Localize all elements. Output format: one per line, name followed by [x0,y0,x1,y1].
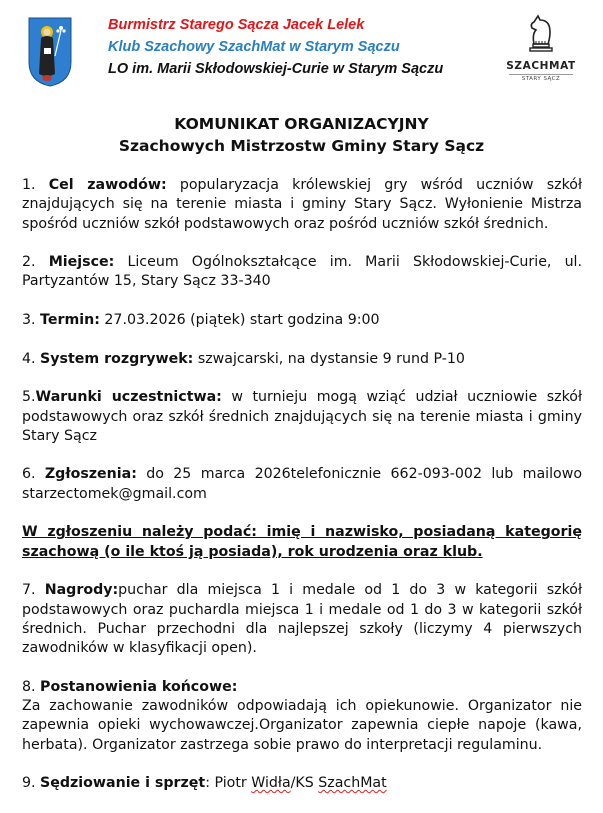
section-label: Nagrody: [44,582,119,599]
section-text: popularyzacja królewskiej gry wśród uczniów szkół znajdujących się na terenie miasta i gminy Stary Sącz. Wyłonienie Mistrza spośród uczniów szkół podstawowych oraz pośród uczniów szkół średnich. [22,177,582,232]
section-number: 6. [22,466,45,483]
section-text: w turnieju mogą wziąć udział uczniowie szkół podstawowych oraz szkół średnich znajdujących się na terenie miasta i gminy Stary Sącz [22,389,583,444]
szachmat-logo [505,14,577,90]
referee-prefix: : Piotr [205,775,252,792]
section-label: Cel zawodów: [48,177,167,193]
referee-surname: Widła [251,775,291,792]
section-referee [22,774,582,793]
header-school: LO im. Marii Skłodowskiej-Curie w Starym Sączu [108,61,444,77]
referee-separator: /KS [290,775,319,792]
section-venue [22,253,582,292]
section-prizes [22,581,582,658]
header-lines [108,14,443,80]
title-line-2: Szachowych Mistrzostw Gminy Stary Sącz [118,137,485,155]
section-number: 3. [22,312,41,329]
section-number: 8. [22,678,41,695]
section-text: szwajcarski, na dystansie 9 rund P-10 [193,350,465,367]
document-title [0,113,603,157]
section-number: 7. [22,582,45,599]
section-label: Zgłoszenia: [44,466,137,483]
letterhead [0,0,603,100]
logo-subtitle: STARY SĄCZ [521,76,561,82]
section-number: 9. [22,775,41,792]
section-text: 27.03.2026 (piątek) start godzina 9:00 [99,312,380,329]
section-text: do 25 marca 2026telefonicznie 662-093-002 lub mailowo starzectomek@gmail.com [22,466,582,502]
section-final-provisions [22,678,582,755]
section-number: 2. [22,254,49,271]
registration-notice: W zgłoszeniu należy podać: imię i nazwisko, posiadaną kategorię szachową (o ile ktoś ją posiada), rok urodzenia oraz klub. [22,524,582,560]
section-label: System rozgrywek: [40,350,194,367]
section-number: 1. [22,177,49,193]
referee-club: SzachMat [318,775,387,792]
logo-name: SZACHMAT [506,60,576,72]
section-label: Warunki uczestnictwa: [35,389,222,406]
chess-knight-icon [524,14,558,54]
section-registration [22,465,582,504]
section-label: Postanowienia końcowe: [40,678,238,695]
section-date [22,311,582,330]
section-label: Termin: [40,312,100,329]
section-conditions [22,388,582,446]
header-club: Klub Szachowy SzachMat w Starym Sączu [108,39,400,55]
section-number: 5. [22,389,36,406]
section-text: Za zachowanie zawodników odpowiadają ich opiekunowie. Organizator nie zapewnia opieki wychowawczej.Organizator zapewnia ciepłe napoje (kawa, herbata). Organizator zastrzega sobie prawo do interpretacji regulaminu. [22,698,582,753]
section-text: Liceum Ogólnokształcące im. Marii Skłodowskiej-Curie, ul. Partyzantów 15, Stary Sącz 33-340 [22,254,583,290]
section-label: Sędziowanie i sprzęt [40,775,206,792]
section-goal [22,176,582,234]
coat-of-arms-icon [27,16,73,88]
title-line-1: KOMUNIKAT ORGANIZACYJNY [174,115,429,133]
section-system [22,350,582,369]
section-label: Miejsce: [48,254,115,271]
document-body [22,176,582,813]
logo-divider [509,74,573,75]
section-number: 4. [22,350,41,367]
section-text: puchar dla miejsca 1 i medale od 1 do 3 w kategorii szkół podstawowych oraz puchardla miejsca 1 i medale od 1 do 3 w kategorii szkół średnich. Puchar przechodni dla najlepszej szkoły (liczymy 4 pierwszych zawodników w klasyfikacji open). [22,582,582,657]
header-mayor: Burmistrz Starego Sącza Jacek Lelek [108,17,365,33]
